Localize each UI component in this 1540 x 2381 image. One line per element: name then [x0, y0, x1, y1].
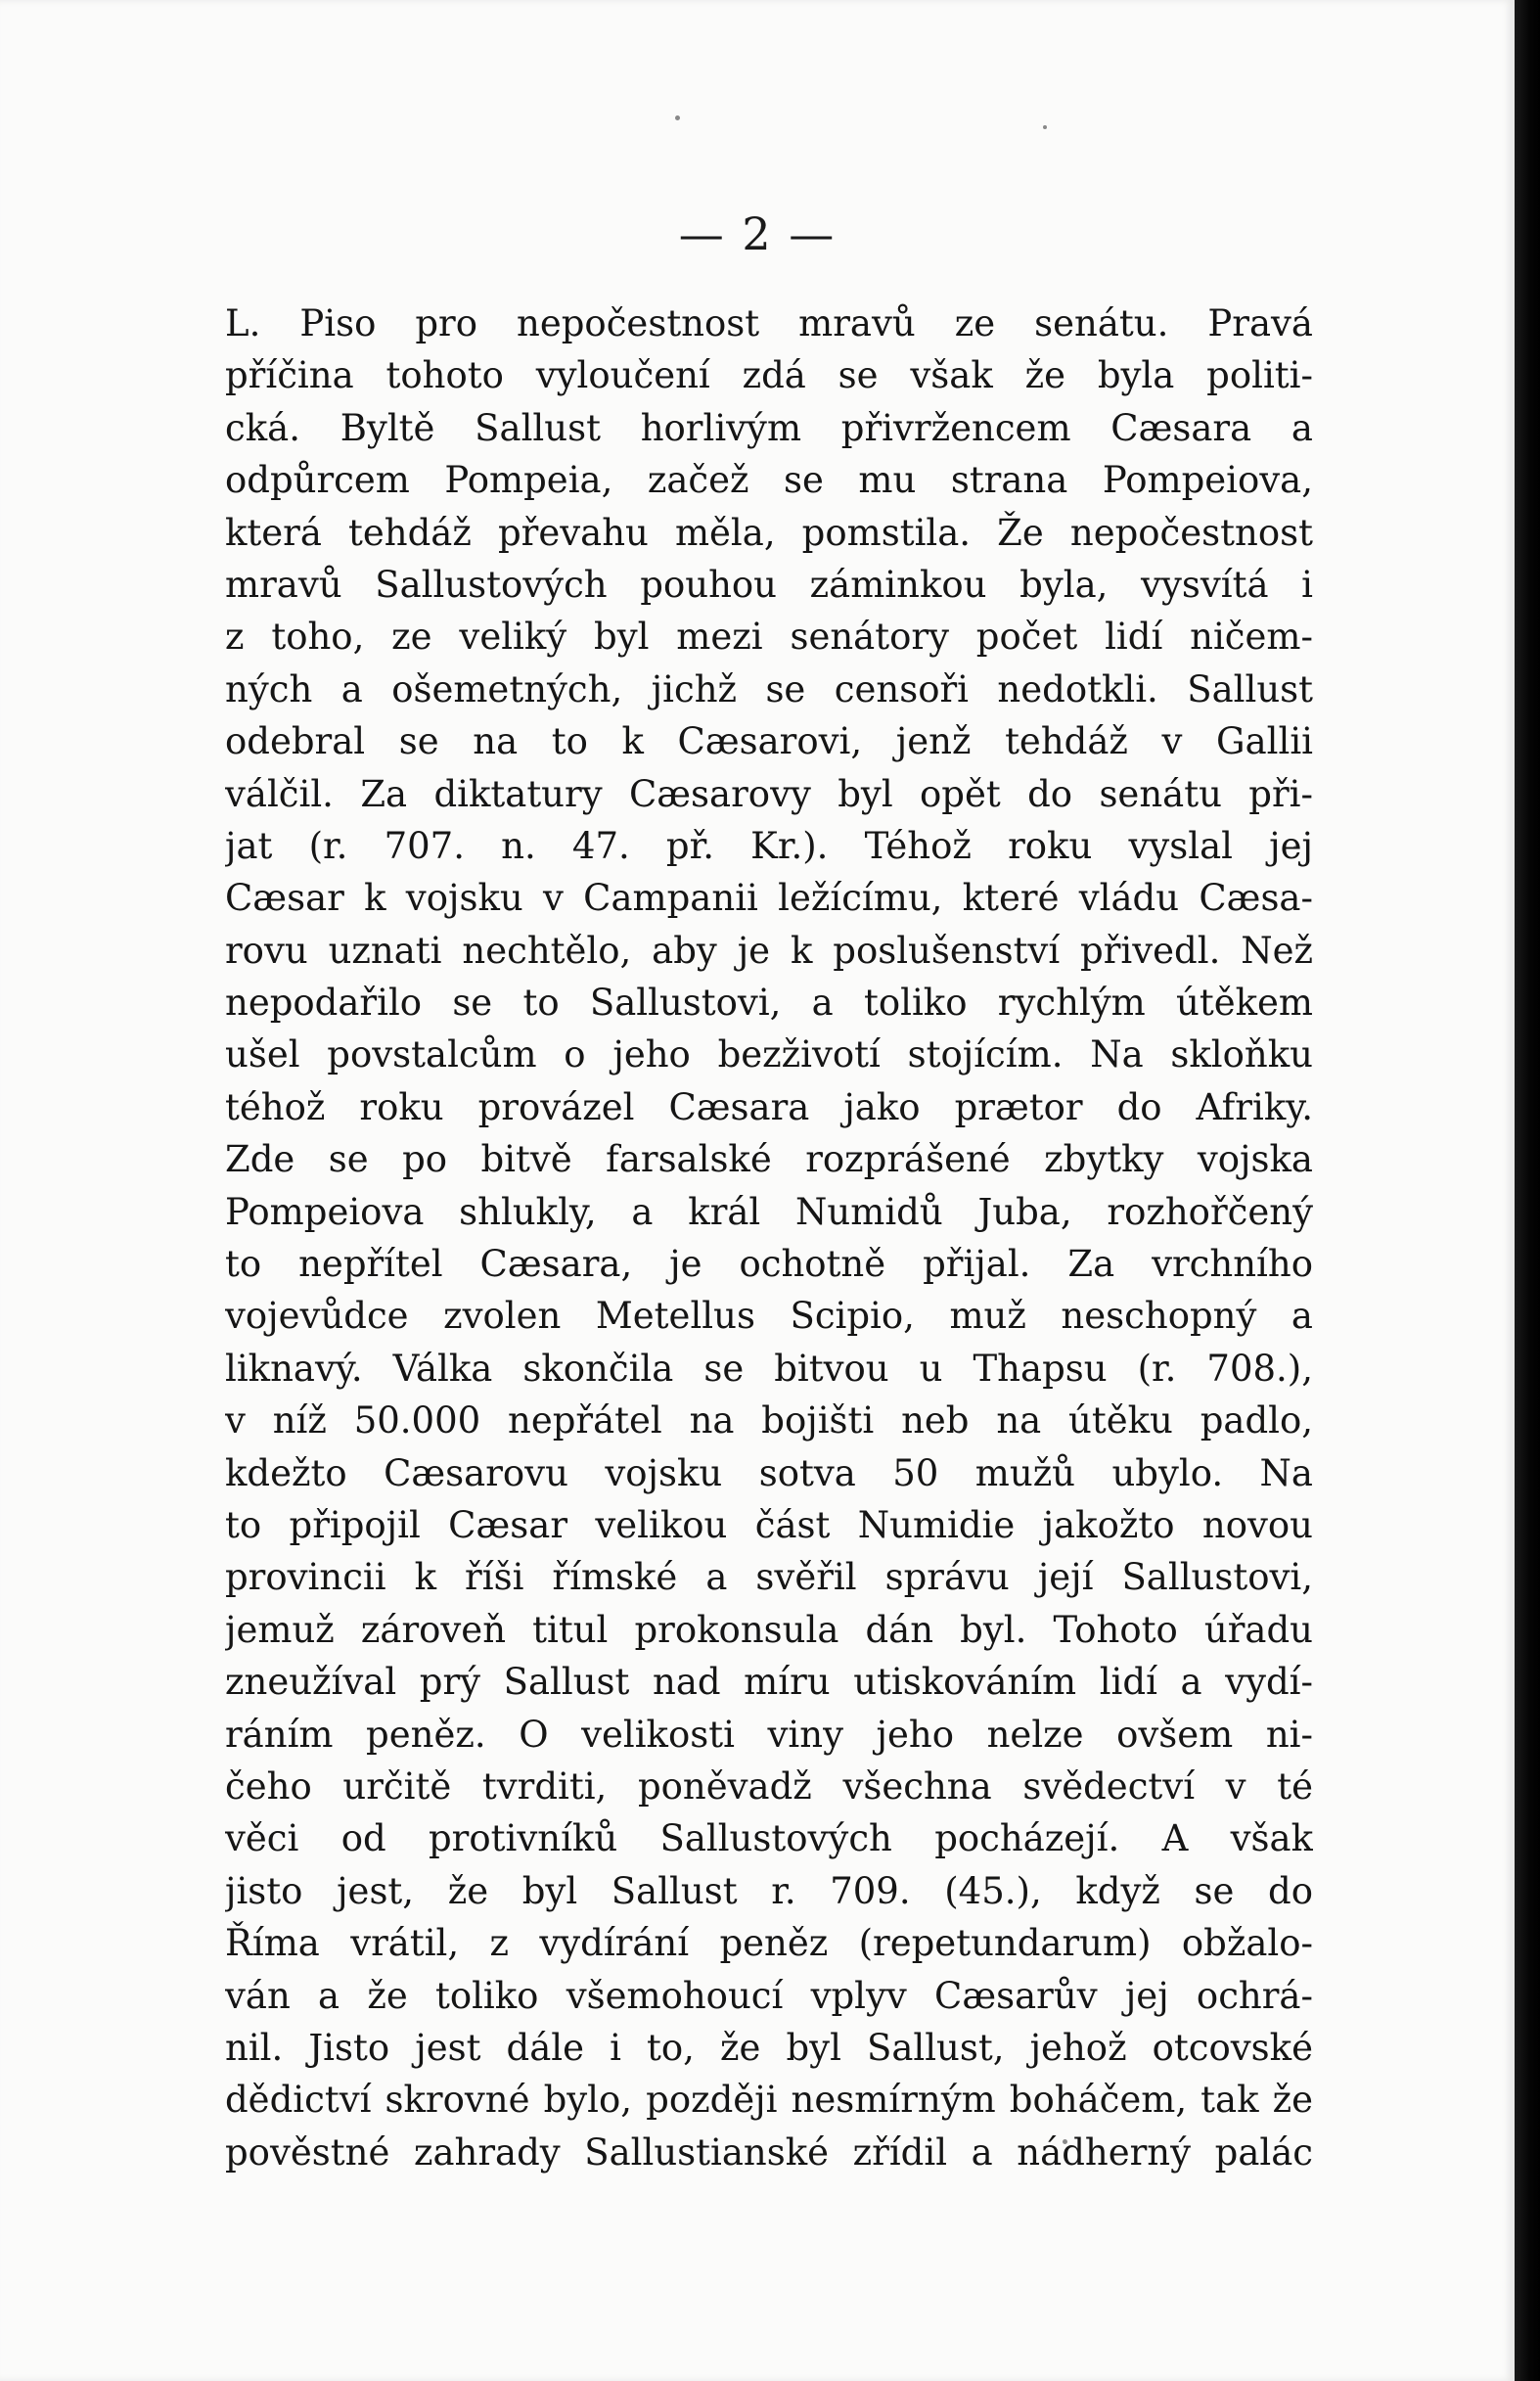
text-line: věci od protivníků Sallustových pocházejí. A však	[225, 1817, 1313, 1860]
page-number: — 2 —	[678, 207, 837, 260]
text-line: kdežto Cæsarovu vojsku sotva 50 mužů ubylo. Na	[225, 1451, 1313, 1494]
text-line: která tehdáž převahu měla, pomstila. Že nepočestnost	[225, 511, 1313, 554]
text-line: ván a že toliko všemohoucí vplyv Cæsarův jej ochrá-	[225, 1974, 1313, 2017]
text-line: nil. Jisto jest dále i to, že byl Sallust, jehož otcovské	[225, 2026, 1313, 2069]
body-text	[225, 298, 1313, 2178]
text-line: odpůrcem Pompeia, začež se mu strana Pompeiova,	[225, 459, 1313, 502]
text-line: odebral se na to k Cæsarovi, jenž tehdáž v Gallii	[225, 720, 1313, 763]
text-line: provincii k říši římské a svěřil správu její Sallustovi,	[225, 1556, 1313, 1599]
text-line: jemuž zároveň titul prokonsula dán byl. Tohoto úřadu	[225, 1608, 1313, 1651]
text-line: ušel povstalcům o jeho bezživotí stojícím. Na skloňku	[225, 1033, 1313, 1076]
scan-edge	[1515, 0, 1540, 2381]
text-line: rovu uznati nechtělo, aby je k poslušenství přivedl. Než	[225, 929, 1313, 972]
text-line: dědictví skrovné bylo, později nesmírným boháčem, tak že	[225, 2079, 1313, 2122]
text-line: pověstné zahrady Sallustianské zřídil a nádherný palác	[225, 2130, 1313, 2174]
text-line: zneužíval prý Sallust nad míru utiskováním lidí a vydí-	[225, 1661, 1313, 1704]
paper-speck	[675, 115, 680, 120]
text-line: jisto jest, že byl Sallust r. 709. (45.), když se do	[225, 1869, 1313, 1912]
text-line: Pompeiova shlukly, a král Numidů Juba, rozhořčený	[225, 1190, 1313, 1233]
text-line: ráním peněz. O velikosti viny jeho nelze ovšem ni-	[225, 1713, 1313, 1756]
text-line: cká. Byltě Sallust horlivým přivržencem Cæsara a	[225, 406, 1313, 449]
text-line: jat (r. 707. n. 47. př. Kr.). Téhož roku vyslal jej	[225, 824, 1313, 867]
text-line: ných a ošemetných, jichž se censoři nedotkli. Sallust	[225, 667, 1313, 710]
text-line: z toho, ze veliký byl mezi senátory počet lidí ničem-	[225, 616, 1313, 659]
text-line: čeho určitě tvrditi, poněvadž všechna svědectví v té	[225, 1764, 1313, 1808]
text-line: v níž 50.000 nepřátel na bojišti neb na útěku padlo,	[225, 1399, 1313, 1442]
text-line: liknavý. Válka skončila se bitvou u Thapsu (r. 708.),	[225, 1347, 1313, 1390]
text-line: to nepřítel Cæsara, je ochotně přijal. Za vrchního	[225, 1243, 1313, 1286]
text-line: téhož roku provázel Cæsara jako prætor do Afriky.	[225, 1085, 1313, 1128]
text-line: Zde se po bitvě farsalské rozprášené zbytky vojska	[225, 1138, 1313, 1181]
paper-speck	[1043, 125, 1047, 129]
text-line: nepodařilo se to Sallustovi, a toliko rychlým útěkem	[225, 982, 1313, 1025]
text-line: Cæsar k vojsku v Campanii ležícímu, které vládu Cæsa-	[225, 877, 1313, 920]
text-line: mravů Sallustových pouhou záminkou byla, vysvítá i	[225, 563, 1313, 606]
text-line: příčina tohoto vyloučení zdá se však že byla politi-	[225, 354, 1313, 397]
text-line: L. Piso pro nepočestnost mravů ze senátu. Pravá	[225, 302, 1313, 344]
text-line: válčil. Za diktatury Cæsarovy byl opět do senátu při-	[225, 772, 1313, 815]
text-line: Říma vrátil, z vydírání peněz (repetundarum) obžalo-	[225, 1922, 1313, 1965]
text-line: vojevůdce zvolen Metellus Scipio, muž neschopný a	[225, 1295, 1313, 1338]
text-line: to připojil Cæsar velikou část Numidie jakožto novou	[225, 1503, 1313, 1546]
